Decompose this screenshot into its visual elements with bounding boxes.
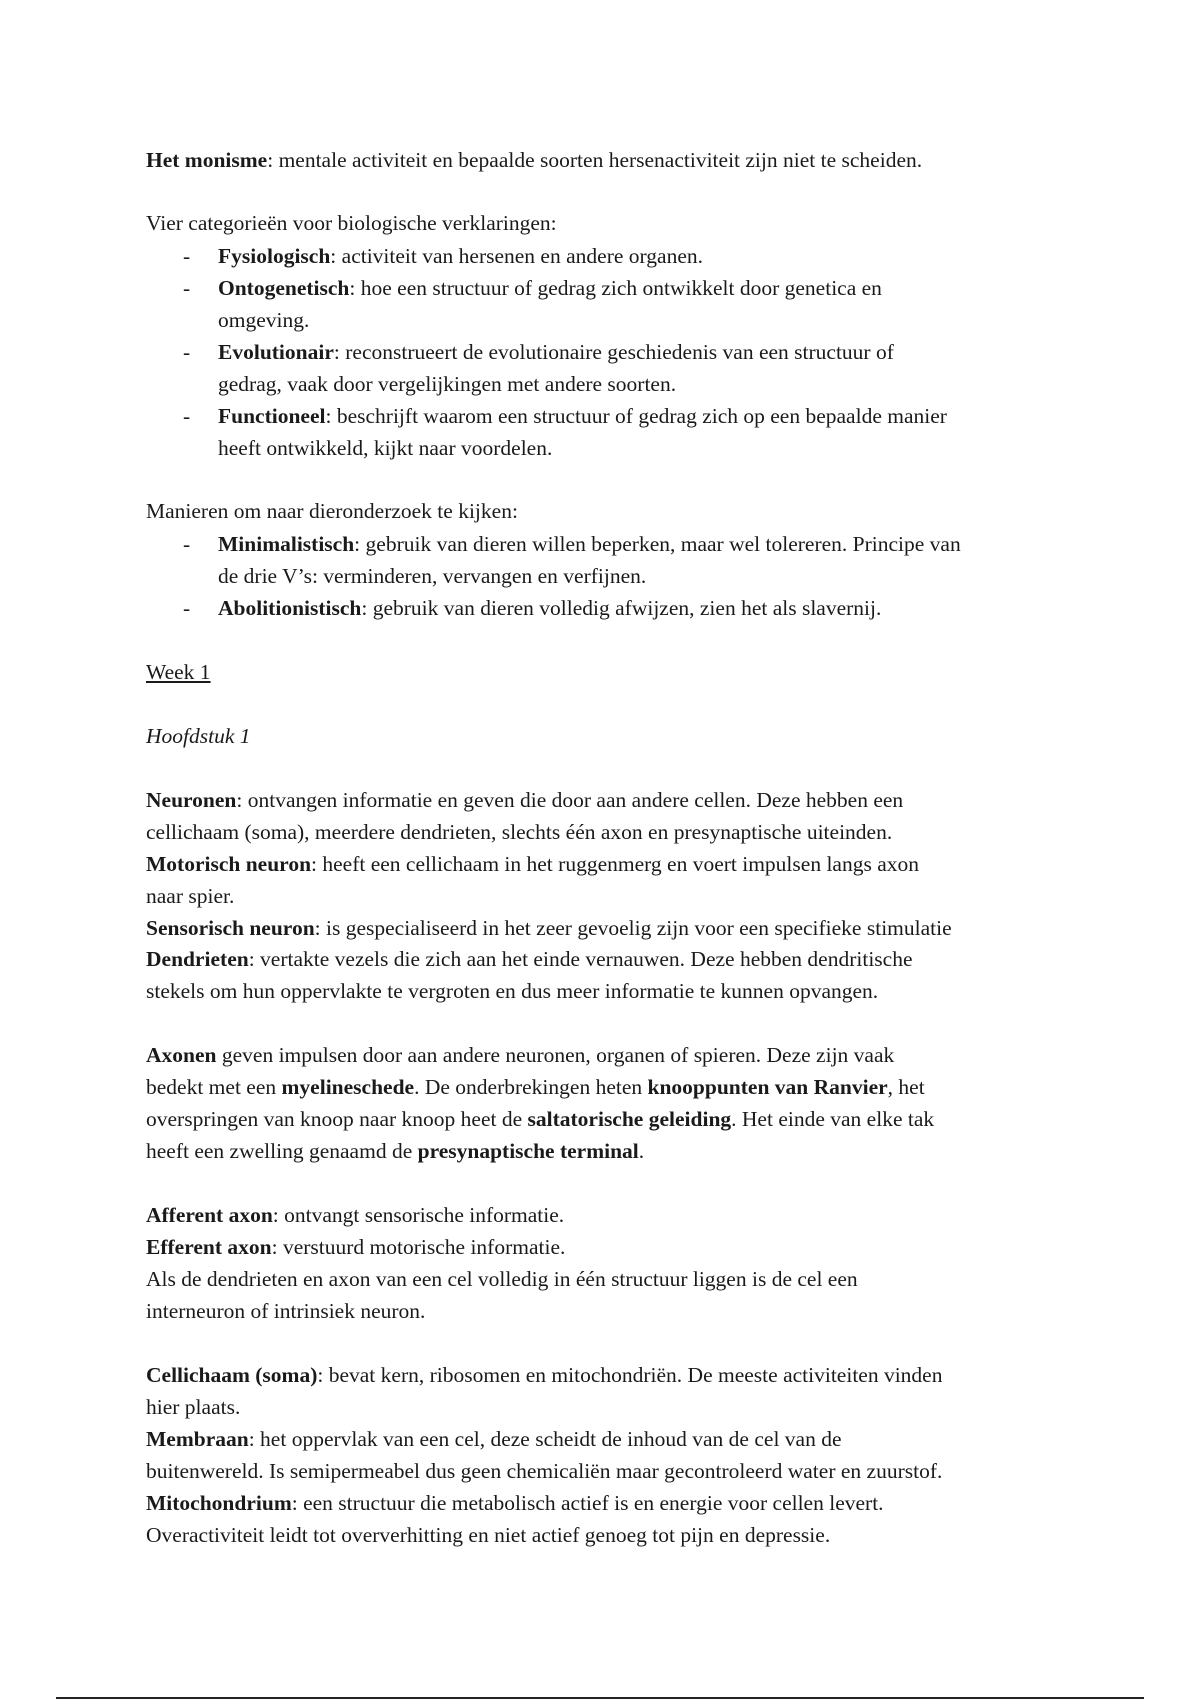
bullet-dash: - <box>183 244 191 268</box>
monisme-paragraph <box>146 144 922 176</box>
dendrieten-def-cont: stekels om hun oppervlakte te vergroten en dus meer informatie te kunnen opvangen. <box>146 979 879 1003</box>
term-saltatorische-geleiding: saltatorische geleiding <box>527 1107 732 1131</box>
fysiologisch-def: : activiteit van hersenen en andere organen. <box>330 244 703 268</box>
term-efferent-axon: Efferent axon <box>146 1235 272 1259</box>
evolutionair-def-cont: gedrag, vaak door vergelijkingen met andere soorten. <box>218 372 677 396</box>
membraan-def: : het oppervlak van een cel, deze scheidt de inhoud van de cel van de <box>248 1427 842 1451</box>
functioneel-def: : beschrijft waarom een structuur of gedrag zich op een bepaalde manier <box>325 404 947 428</box>
research-heading: Manieren om naar dieronderzoek te kijken: <box>146 499 518 523</box>
interneuron-paragraph: Als de dendrieten en axon van een cel volledig in één structuur liggen is de cel een <box>146 1267 858 1291</box>
bullet-dash: - <box>183 340 191 364</box>
motorisch-def-cont: naar spier. <box>146 884 235 908</box>
term-membraan: Membraan <box>146 1427 249 1451</box>
mitochondrium-def-cont: Overactiviteit leidt tot oververhitting en niet actief genoeg tot pijn en depressie. <box>146 1523 831 1547</box>
mitochondrium-paragraph <box>146 1487 884 1519</box>
membraan-def-cont: buitenwereld. Is semipermeabel dus geen chemicaliën maar gecontroleerd water en zuurstof. <box>146 1459 943 1483</box>
minimalistisch-def: : gebruik van dieren willen beperken, maar wel tolereren. Principe van <box>354 532 961 556</box>
ontogenetisch-def-cont: omgeving. <box>218 308 310 332</box>
dendrieten-paragraph <box>146 943 913 975</box>
term-abolitionistisch: Abolitionistisch <box>218 596 362 620</box>
axonen-line-4 <box>146 1135 644 1167</box>
minimalistisch-def-cont: de drie V’s: verminderen, vervangen en verfijnen. <box>218 564 647 588</box>
term-axonen: Axonen <box>146 1043 217 1067</box>
term-dendrieten: Dendrieten <box>146 947 249 971</box>
neuronen-def-cont: cellichaam (soma), meerdere dendrieten, slechts één axon en presynaptische uiteinden. <box>146 820 893 844</box>
axonen-text: bedekt met een <box>146 1075 282 1099</box>
term-neuronen: Neuronen <box>146 788 237 812</box>
axonen-text: overspringen van knoop naar knoop heet de <box>146 1107 528 1131</box>
sensorisch-def: : is gespecialiseerd in het zeer gevoelig zijn voor een specifieke stimulatie <box>314 916 952 940</box>
term-evolutionair: Evolutionair <box>218 340 334 364</box>
chapter-heading: Hoofdstuk 1 <box>146 724 251 748</box>
list-item-ontogenetisch <box>218 272 882 304</box>
list-item-functioneel <box>218 400 947 432</box>
neuronen-def: : ontvangen informatie en geven die door aan andere cellen. Deze hebben een <box>236 788 904 812</box>
list-item-minimalistisch <box>218 528 961 560</box>
efferent-def: : verstuurd motorische informatie. <box>271 1235 566 1259</box>
sensorisch-paragraph <box>146 912 952 944</box>
interneuron-paragraph-cont: interneuron of intrinsiek neuron. <box>146 1299 426 1323</box>
term-ontogenetisch: Ontogenetisch <box>218 276 350 300</box>
term-functioneel: Functioneel <box>218 404 326 428</box>
axonen-text: geven impulsen door aan andere neuronen, organen of spieren. Deze zijn vaak <box>216 1043 895 1067</box>
ontogenetisch-def: : hoe een structuur of gedrag zich ontwikkelt door genetica en <box>349 276 882 300</box>
afferent-paragraph <box>146 1199 564 1231</box>
afferent-def: : ontvangt sensorische informatie. <box>272 1203 565 1227</box>
axonen-line-2 <box>146 1071 925 1103</box>
week-heading: Week 1 <box>146 660 211 684</box>
monisme-definition: : mentale activiteit en bepaalde soorten hersenactiviteit zijn niet te scheiden. <box>267 148 923 172</box>
motorisch-def: : heeft een cellichaam in het ruggenmerg en voert impulsen langs axon <box>311 852 919 876</box>
term-sensorisch-neuron: Sensorisch neuron <box>146 916 315 940</box>
bullet-dash: - <box>183 404 191 428</box>
soma-def-cont: hier plaats. <box>146 1395 241 1419</box>
axonen-text: . <box>638 1139 645 1163</box>
axonen-text: . Het einde van elke tak <box>731 1107 935 1131</box>
term-mitochondrium: Mitochondrium <box>146 1491 292 1515</box>
term-myelineschede: myelineschede <box>281 1075 415 1099</box>
list-item-evolutionair <box>218 336 894 368</box>
functioneel-def-cont: heeft ontwikkeld, kijkt naar voordelen. <box>218 436 553 460</box>
bullet-dash: - <box>183 276 191 300</box>
motorisch-paragraph <box>146 848 919 880</box>
evolutionair-def: : reconstrueert de evolutionaire geschiedenis van een structuur of <box>333 340 894 364</box>
axonen-text: heeft een zwelling genaamd de <box>146 1139 418 1163</box>
abolitionistisch-def: : gebruik van dieren volledig afwijzen, zien het als slavernij. <box>361 596 882 620</box>
term-presynaptische-terminal: presynaptische terminal <box>417 1139 639 1163</box>
axonen-paragraph <box>146 1039 894 1071</box>
list-item-fysiologisch <box>218 240 703 272</box>
membraan-paragraph <box>146 1423 842 1455</box>
axonen-text: . De onderbrekingen heten <box>414 1075 648 1099</box>
bullet-dash: - <box>183 596 191 620</box>
page-bottom-rule <box>56 1697 1144 1699</box>
term-minimalistisch: Minimalistisch <box>218 532 355 556</box>
bullet-dash: - <box>183 532 191 556</box>
term-fysiologisch: Fysiologisch <box>218 244 331 268</box>
efferent-paragraph <box>146 1231 565 1263</box>
axonen-line-3 <box>146 1103 934 1135</box>
term-knooppunten-van-ranvier: knooppunten van Ranvier <box>647 1075 888 1099</box>
term-monisme: Het monisme <box>146 148 268 172</box>
term-cellichaam: Cellichaam (soma) <box>146 1363 318 1387</box>
categories-heading: Vier categorieën voor biologische verklaringen: <box>146 211 557 235</box>
term-afferent-axon: Afferent axon <box>146 1203 273 1227</box>
axonen-text: , het <box>887 1075 925 1099</box>
soma-paragraph <box>146 1359 942 1391</box>
list-item-abolitionistisch <box>218 592 881 624</box>
mitochondrium-def: : een structuur die metabolisch actief is en energie voor cellen levert. <box>291 1491 884 1515</box>
term-motorisch-neuron: Motorisch neuron <box>146 852 312 876</box>
dendrieten-def: : vertakte vezels die zich aan het einde vernauwen. Deze hebben dendritische <box>248 947 913 971</box>
soma-def: : bevat kern, ribosomen en mitochondriën. De meeste activiteiten vinden <box>317 1363 943 1387</box>
neuronen-paragraph <box>146 784 903 816</box>
